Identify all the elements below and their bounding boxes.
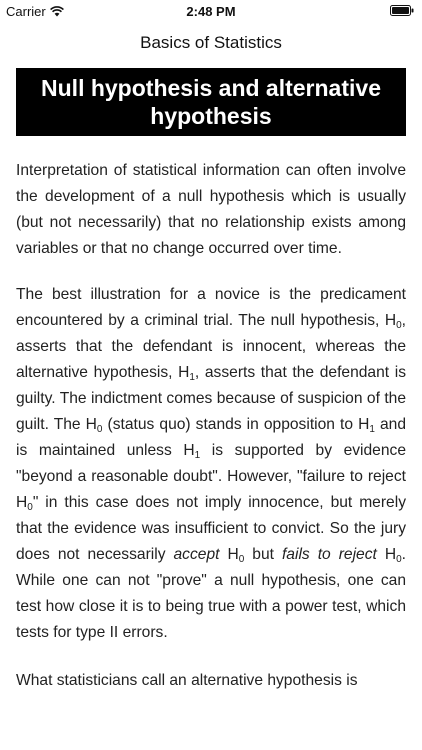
text-run: , asserts that the defendant is guilty. The indictment comes because of suspicion of the guilt. The H	[16, 364, 406, 433]
status-bar	[0, 0, 422, 22]
navigation-bar	[0, 22, 422, 64]
emphasis-accept: accept	[173, 546, 220, 563]
subscript: 0	[238, 554, 245, 565]
subscript: 1	[369, 424, 375, 435]
article-heading: Null hypothesis and alternative hypothesis	[16, 68, 406, 136]
subscript: 0	[27, 502, 33, 513]
text-run: but	[244, 546, 282, 563]
subscript: 0	[396, 320, 402, 331]
battery-icon	[390, 5, 414, 16]
article-content[interactable]	[0, 64, 422, 694]
carrier-label: Carrier	[6, 4, 46, 19]
text-run: H	[376, 546, 397, 563]
nav-title: Basics of Statistics	[140, 33, 282, 52]
text-run: is supported by evidence "beyond a reasonable doubt". However, "failure to reject H	[16, 442, 406, 511]
emphasis-fails-to-reject: fails to reject	[281, 546, 377, 563]
subscript: 1	[189, 372, 195, 383]
paragraph-intro: Interpretation of statistical information can often involve the development of a null hypothesis which is usually (but not necessarily) that no relationship exists among variables or that no change occurred over time.	[16, 162, 406, 257]
text-run: and is maintained unless H	[16, 416, 406, 459]
text-run: " in this case does not imply innocence, but merely that the evidence was insufficient to convict. So the jury does not necessarily	[16, 494, 406, 563]
subscript: 0	[396, 554, 402, 565]
text-run: . While one can not "prove" a null hypothesis, one can test how close it is to being true with a power test, which tests for type II errors.	[16, 546, 407, 641]
text-run: The best illustration for a novice is the predicament encountered by a criminal trial. The null hypothesis, H	[16, 286, 406, 329]
text-run: , asserts that the defendant is innocent, whereas the alternative hypothesis, H	[16, 312, 406, 381]
text-run: (status quo) stands in opposition to H	[102, 416, 370, 433]
text-run: H	[219, 546, 239, 563]
subscript: 0	[96, 424, 103, 435]
status-time: 2:48 PM	[186, 4, 236, 19]
subscript: 1	[194, 450, 201, 461]
paragraph-alternative: What statisticians call an alternative hypothesis is	[16, 672, 358, 689]
paragraph-trial-illustration	[16, 282, 406, 646]
